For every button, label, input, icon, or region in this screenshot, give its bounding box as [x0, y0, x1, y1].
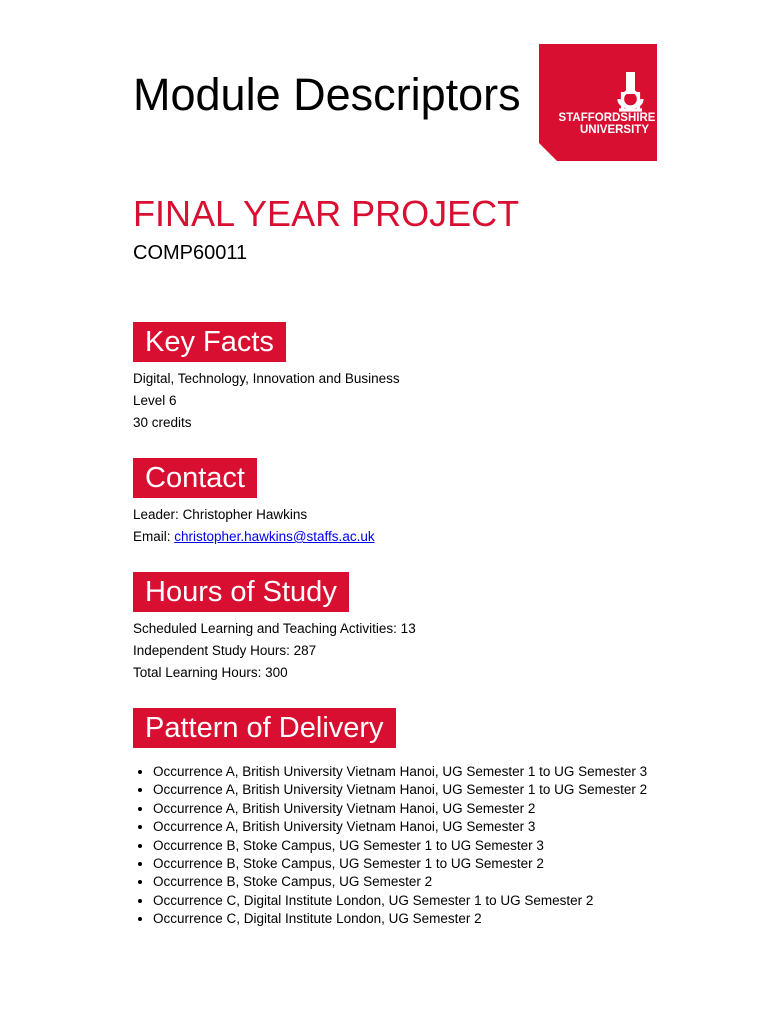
- list-item: • Occurrence A, British University Vietnam Hanoi, UG Semester 3: [153, 818, 663, 836]
- module-title: FINAL YEAR PROJECT: [133, 193, 520, 234]
- key-facts-list: [133, 368, 400, 434]
- hours-of-study-heading: Hours of Study: [133, 572, 349, 612]
- list-item: • Occurrence B, Stoke Campus, UG Semester 1 to UG Semester 2: [153, 855, 663, 873]
- contact-leader-row: [133, 504, 375, 526]
- hours-of-study-list: [133, 618, 416, 684]
- staffordshire-university-logo: [539, 44, 657, 161]
- list-item: • Occurrence A, British University Vietnam Hanoi, UG Semester 2: [153, 800, 663, 818]
- list-item: • Occurrence B, Stoke Campus, UG Semester 2: [153, 873, 663, 891]
- total-hours: Total Learning Hours: 300: [133, 665, 288, 680]
- list-item: • Occurrence B, Stoke Campus, UG Semester 1 to UG Semester 3: [153, 837, 663, 855]
- leader-name: Christopher Hawkins: [182, 507, 308, 522]
- independent-hours: Independent Study Hours: 287: [133, 643, 317, 658]
- email-link[interactable]: christopher.hawkins@staffs.ac.uk: [174, 529, 375, 544]
- module-code: COMP60011: [133, 242, 248, 264]
- scheduled-hours: Scheduled Learning and Teaching Activities: 13: [133, 621, 416, 636]
- document-title: Module Descriptors: [133, 69, 521, 120]
- leader-label: Leader:: [133, 507, 179, 522]
- logo-graphic: [539, 44, 657, 161]
- contact-heading: Contact: [133, 458, 257, 498]
- key-facts-credits: 30 credits: [133, 415, 192, 430]
- list-item: • Occurrence C, Digital Institute London, UG Semester 1 to UG Semester 2: [153, 892, 663, 910]
- key-facts-heading: Key Facts: [133, 322, 286, 362]
- logo-text-line2: UNIVERSITY: [579, 124, 649, 136]
- pattern-of-delivery-heading: Pattern of Delivery: [133, 708, 396, 748]
- key-facts-department: Digital, Technology, Innovation and Business: [133, 371, 400, 386]
- list-item: • Occurrence C, Digital Institute London, UG Semester 2: [153, 910, 663, 928]
- contact-email-row: [133, 526, 375, 548]
- key-facts-level: Level 6: [133, 393, 177, 408]
- list-item: • Occurrence A, British University Vietnam Hanoi, UG Semester 1 to UG Semester 3: [153, 763, 663, 781]
- email-label: Email:: [133, 529, 171, 544]
- contact-details: [133, 504, 375, 548]
- logo-text-line1: STAFFORDSHIRE: [558, 112, 656, 124]
- list-item: • Occurrence A, British University Vietnam Hanoi, UG Semester 1 to UG Semester 2: [153, 781, 663, 799]
- delivery-list: [133, 763, 663, 929]
